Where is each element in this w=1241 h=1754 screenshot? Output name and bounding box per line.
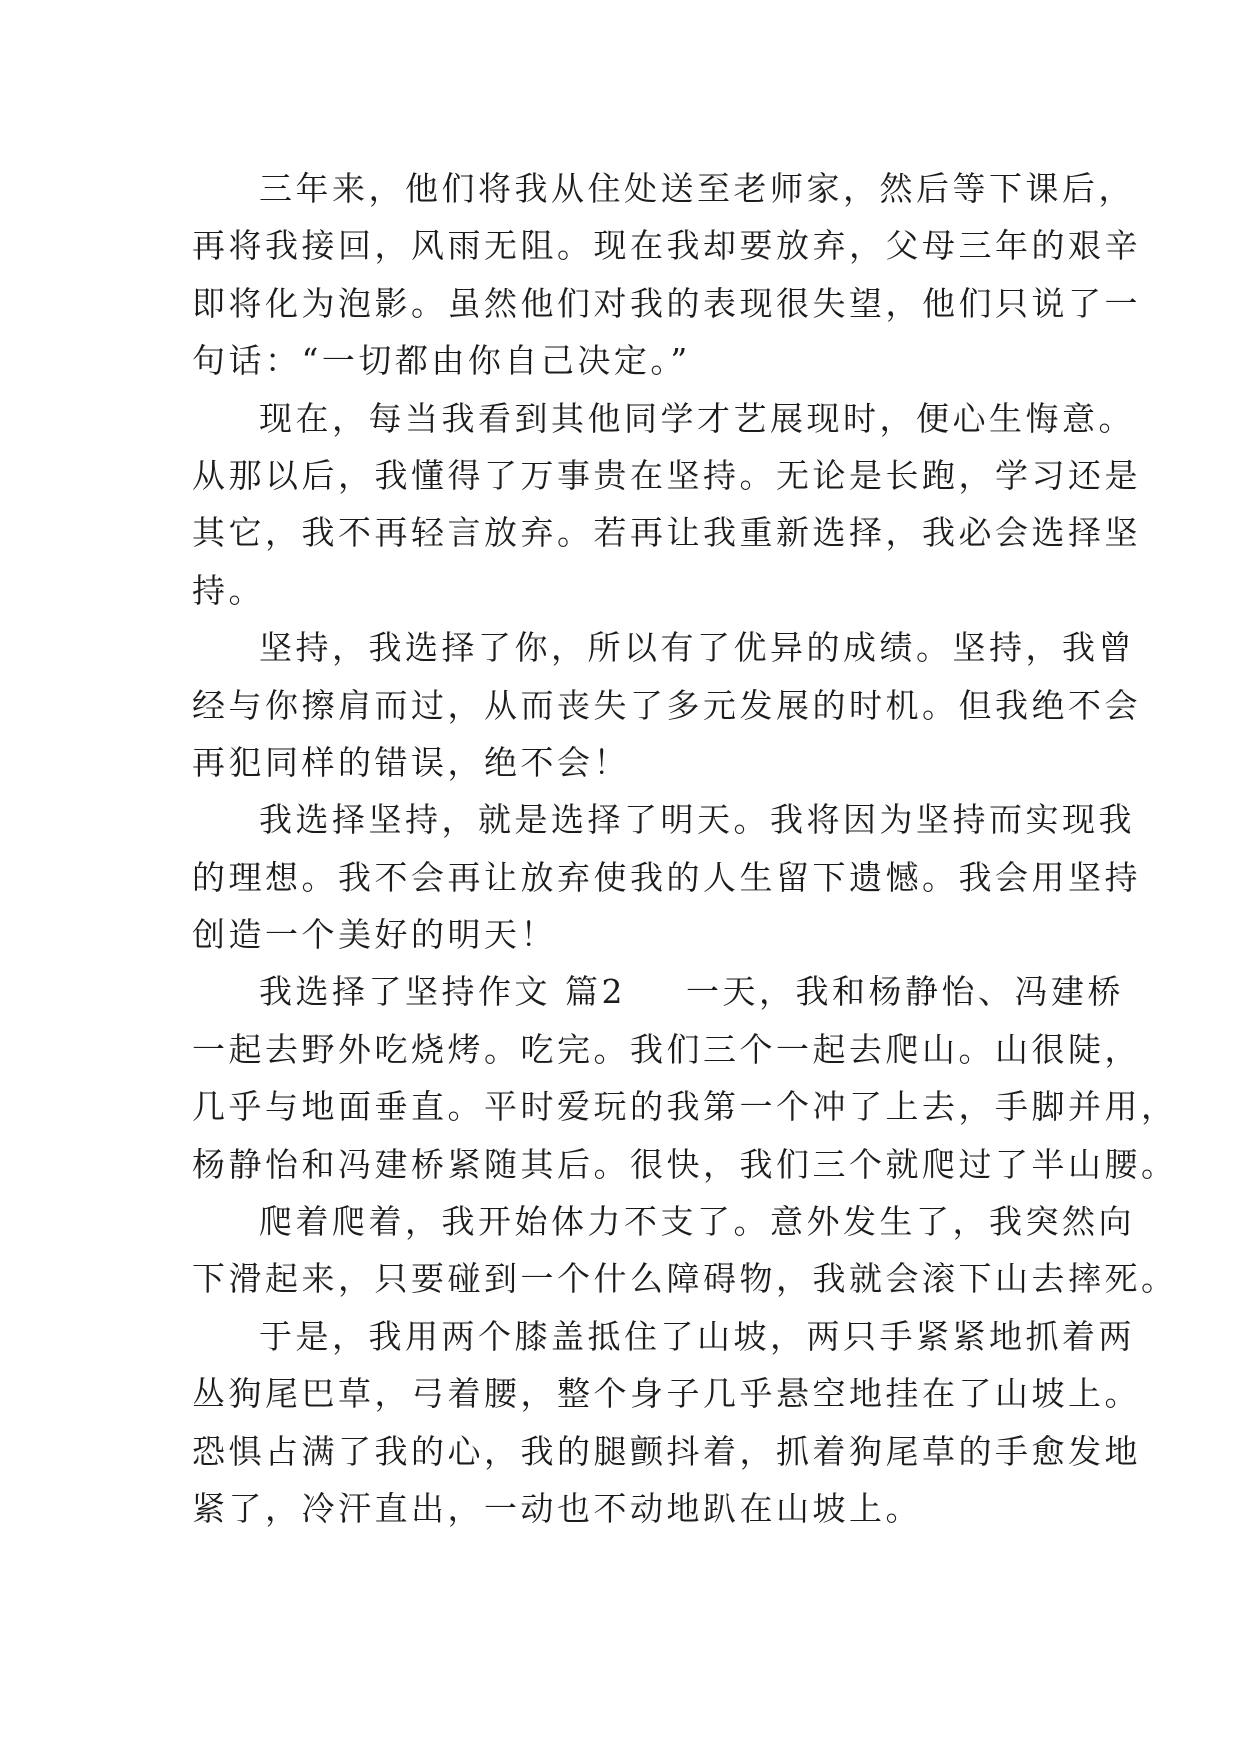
paragraph-line: 再犯同样的错误，绝不会！ bbox=[192, 742, 630, 782]
paragraph-line: 我选择坚持，就是选择了明天。我将因为坚持而实现我 bbox=[259, 800, 1135, 840]
paragraph-line: 的理想。我不会再让放弃使我的人生留下遗憾。我会用坚持 bbox=[192, 857, 1141, 897]
paragraph-line: 几乎与地面垂直。平时爱玩的我第一个冲了上去，手脚并用， bbox=[192, 1087, 1178, 1127]
paragraph-line: 从那以后，我懂得了万事贵在坚持。无论是长跑，学习还是 bbox=[192, 455, 1141, 495]
paragraph-line: 一起去野外吃烧烤。吃完。我们三个一起去爬山。山很陡， bbox=[192, 1029, 1141, 1069]
heading-continuation: 一天，我和杨静怡、冯建桥 bbox=[686, 972, 1124, 1012]
paragraph-line: 于是，我用两个膝盖抵住了山坡，两只手紧紧地抓着两 bbox=[259, 1316, 1135, 1356]
document-body bbox=[192, 160, 1178, 1537]
paragraph-line: 创造一个美好的明天！ bbox=[192, 915, 557, 955]
paragraph-line: 三年来，他们将我从住处送至老师家，然后等下课后， bbox=[259, 169, 1135, 208]
paragraph-line: 下滑起来，只要碰到一个什么障碍物，我就会滚下山去摔死。 bbox=[192, 1259, 1178, 1299]
paragraph-line: 经与你擦肩而过，从而丧失了多元发展的时机。但我绝不会 bbox=[192, 685, 1141, 725]
paragraph-line: 现在，每当我看到其他同学才艺展现时，便心生悔意。 bbox=[259, 398, 1135, 438]
section-heading-line bbox=[192, 963, 1124, 1020]
paragraph-line: 紧了，冷汗直出，一动也不动地趴在山坡上。 bbox=[192, 1488, 922, 1528]
paragraph-line: 杨静怡和冯建桥紧随其后。很快，我们三个就爬过了半山腰。 bbox=[192, 1144, 1178, 1184]
section-heading: 我选择了坚持作文 篇2 bbox=[259, 972, 626, 1012]
paragraph-line: 再将我接回，风雨无阻。现在我却要放弃，父母三年的艰辛 bbox=[192, 226, 1141, 266]
paragraph-line: 坚持，我选择了你，所以有了优异的成绩。坚持，我曾 bbox=[259, 628, 1135, 668]
paragraph-line: 恐惧占满了我的心，我的腿颤抖着，抓着狗尾草的手愈发地 bbox=[192, 1431, 1141, 1471]
paragraph-line: 其它，我不再轻言放弃。若再让我重新选择，我必会选择坚 bbox=[192, 513, 1141, 553]
paragraph-line: 爬着爬着，我开始体力不支了。意外发生了，我突然向 bbox=[259, 1202, 1135, 1242]
paragraph-line: 持。 bbox=[192, 570, 265, 610]
paragraph-line: 句话：“一切都由你自己决定。” bbox=[192, 341, 691, 381]
paragraph-line: 即将化为泡影。虽然他们对我的表现很失望，他们只说了一 bbox=[192, 283, 1141, 323]
paragraph-line: 丛狗尾巴草，弓着腰，整个身子几乎悬空地挂在了山坡上。 bbox=[192, 1374, 1141, 1414]
